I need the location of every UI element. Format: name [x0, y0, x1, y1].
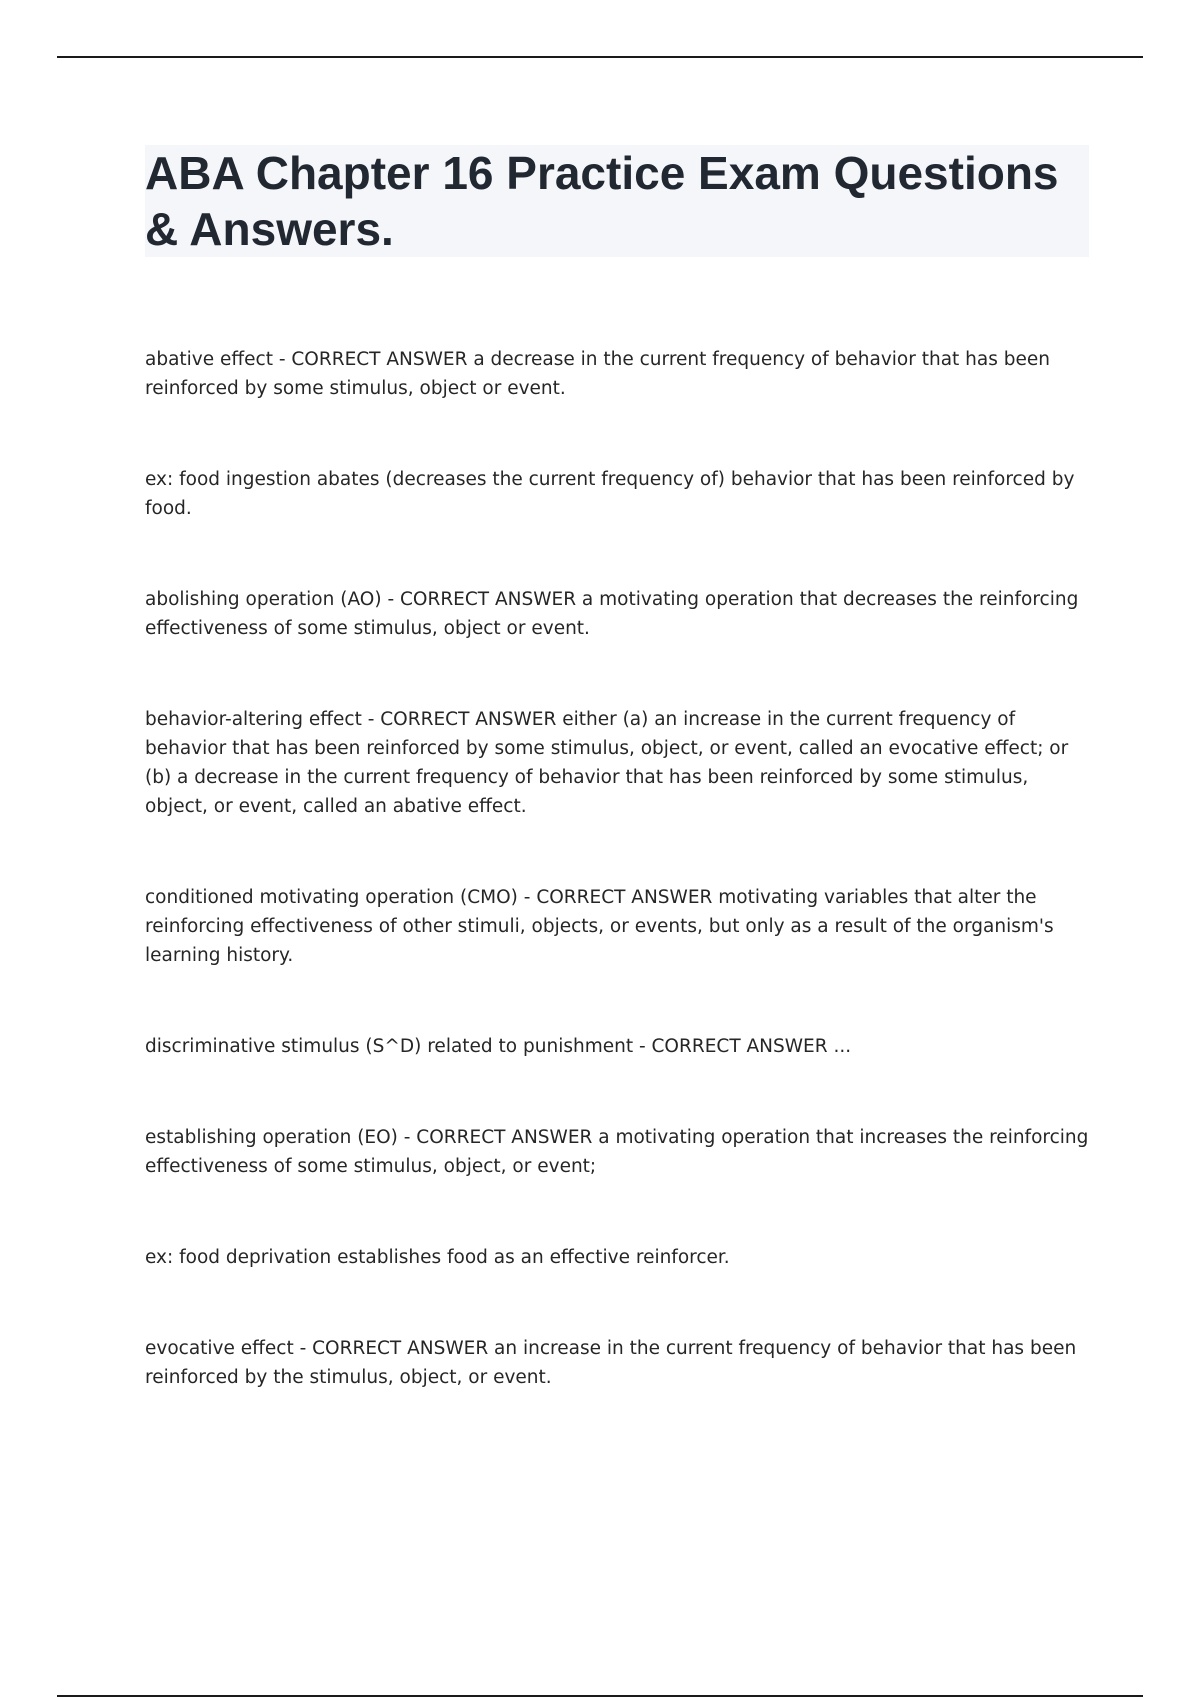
qa-entry-establishing-example: ex: food deprivation establishes food as an effective reinforcer. — [145, 1247, 730, 1268]
qa-entry-conditioned-motivating-operation: conditioned motivating operation (CMO) - CORRECT ANSWER motivating variables that alter the reinforcing effectiveness of other stimuli, objects, or events, but only as a result of the organism's learning history. — [145, 887, 1054, 966]
qa-list — [145, 345, 1095, 1392]
top-rule — [57, 56, 1143, 58]
qa-entry-evocative-effect: evocative effect - CORRECT ANSWER an increase in the current frequency of behavior that has been reinforced by the stimulus, object, or event. — [145, 1338, 1077, 1388]
qa-entry-discriminative-stimulus: discriminative stimulus (S^D) related to punishment - CORRECT ANSWER ... — [145, 1036, 852, 1057]
qa-entry-establishing-operation: establishing operation (EO) - CORRECT ANSWER a motivating operation that increases the reinforcing effectiveness of some stimulus, object, or event; — [145, 1127, 1089, 1177]
qa-entry-abative-effect: abative effect - CORRECT ANSWER a decrease in the current frequency of behavior that has been reinforced by some stimulus, object or event. — [145, 349, 1050, 399]
qa-entry-behavior-altering-effect: behavior-altering effect - CORRECT ANSWER either (a) an increase in the current frequency of behavior that has been reinforced by some stimulus, object, or event, called an evocative effect; or (b) a decrease in the current frequency of behavior that has been reinforced by some stimulus, object, or event, called an abative effect. — [145, 709, 1069, 817]
qa-entry-abative-example: ex: food ingestion abates (decreases the current frequency of) behavior that has been reinforced by food. — [145, 469, 1075, 519]
document-title: ABA Chapter 16 Practice Exam Questions & Answers. — [145, 147, 1059, 255]
qa-entry-abolishing-operation: abolishing operation (AO) - CORRECT ANSWER a motivating operation that decreases the reinforcing effectiveness of some stimulus, object or event. — [145, 589, 1079, 639]
bottom-rule — [57, 1695, 1143, 1697]
